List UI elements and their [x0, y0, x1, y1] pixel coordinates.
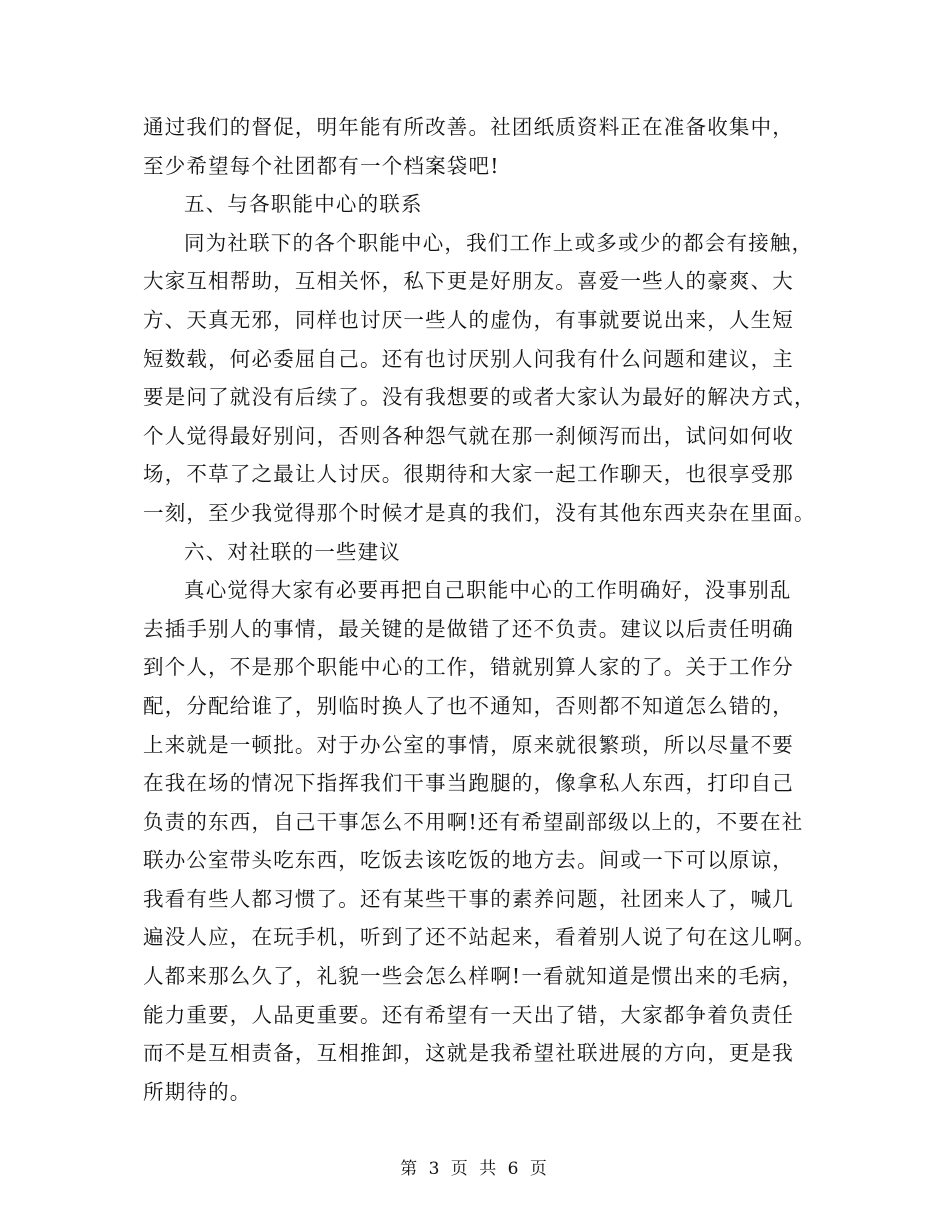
text-line: 我看有些人都习惯了。还有某些干事的素养问题，社团来人了，喊几: [143, 886, 794, 911]
heading-text: 六、对社联的一些建议: [184, 539, 401, 564]
heading-text: 五、与各职能中心的联系: [184, 192, 423, 217]
text-line: 在我在场的情况下指挥我们干事当跑腿的，像拿私人东西，打印自己: [143, 771, 794, 796]
text-line: 要是问了就没有后续了。没有我想要的或者大家认为最好的解决方式，: [143, 385, 816, 410]
text-line: 联办公室带头吃东西，吃饭去该吃饭的地方去。间或一下可以原谅，: [143, 848, 794, 873]
paragraph: [143, 571, 823, 1111]
text-line: 至少希望每个社团都有一个档案袋吧!: [143, 153, 500, 178]
text-line: 负责的东西，自己干事怎么不用啊!还有希望副部级以上的，不要在社: [143, 809, 804, 834]
text-line: 短数载，何必委屈自己。还有也讨厌别人问我有什么问题和建议，主: [143, 346, 794, 371]
text-line: 人都来那么久了，礼貌一些会怎么样啊!一看就知道是惯出来的毛病，: [143, 964, 804, 989]
text-line: 上来就是一顿批。对于办公室的事情，原来就很繁琐，所以尽量不要: [143, 732, 794, 757]
text-line: 去插手别人的事情，最关键的是做错了还不负责。建议以后责任明确: [143, 616, 794, 641]
text-line: 到个人，不是那个职能中心的工作，错就别算人家的了。关于工作分: [143, 655, 794, 680]
text-line: 遍没人应，在玩手机，听到了还不站起来，看着别人说了句在这儿啊。: [143, 925, 816, 950]
paragraph: [143, 224, 823, 533]
text-line: 通过我们的督促，明年能有所改善。社团纸质资料正在准备收集中，: [143, 115, 794, 139]
text-line: 一刻，至少我觉得那个时候才是真的我们，没有其他东西夹杂在里面。: [143, 500, 816, 525]
text-line: 个人觉得最好别问，否则各种怨气就在那一刹倾泻而出，试问如何收: [143, 423, 794, 448]
text-line: 所期待的。: [143, 1079, 252, 1104]
text-line: 同为社联下的各个职能中心，我们工作上或多或少的都会有接触，: [184, 230, 814, 255]
document-body: [143, 108, 823, 1111]
text-line: 而不是互相责备，互相推卸，这就是我希望社联进展的方向，更是我: [143, 1041, 794, 1066]
section-heading: [143, 533, 823, 572]
text-line: 真心觉得大家有必要再把自己职能中心的工作明确好，没事别乱: [184, 578, 792, 603]
page-number: 第 3 页 共 6 页: [400, 1159, 550, 1179]
text-line: 方、天真无邪，同样也讨厌一些人的虚伪，有事就要说出来，人生短: [143, 307, 794, 332]
text-line: 配，分配给谁了，别临时换人了也不通知，否则都不知道怎么错的，: [143, 693, 794, 718]
page-footer: [0, 1154, 950, 1179]
paragraph: [143, 108, 823, 185]
text-line: 能力重要，人品更重要。还有希望有一天出了错，大家都争着负责任: [143, 1002, 794, 1027]
text-line: 大家互相帮助，互相关怀，私下更是好朋友。喜爱一些人的豪爽、大: [143, 269, 794, 294]
section-heading: [143, 185, 823, 224]
text-line: 场，不草了之最让人讨厌。很期待和大家一起工作聊天，也很享受那: [143, 462, 794, 487]
